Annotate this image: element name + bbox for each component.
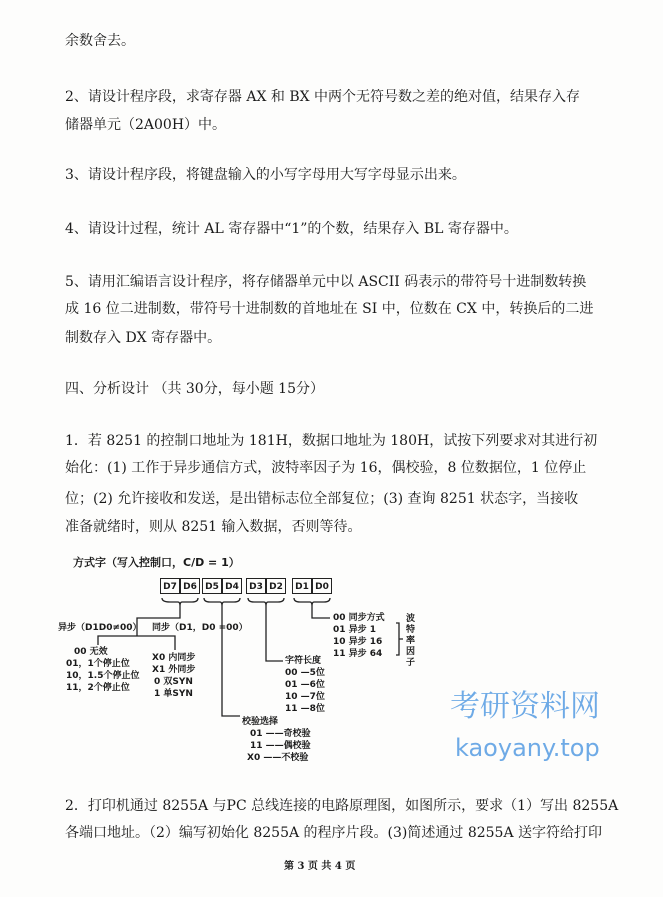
bit-box: D7 [160,578,180,594]
bit-box: D6 [180,578,200,594]
async-label: 异步（D1D0≠00） [58,623,142,633]
question-4: 4、请设计过程，统计 AL 寄存器中“1”的个数，结果存入 BL 寄存器中。 [65,221,518,237]
parity-option: 01 ——奇校验 [250,729,311,739]
question-2-line: 储器单元（2A00H）中。 [65,117,227,133]
question-4-1-line: 始化：(1) 工作于异步通信方式，波特率因子为 16，偶校验，8 位数据位，1 位停止 [65,460,587,476]
parity-option: X0 ——不校验 [247,753,309,763]
mode-option: 00 同步方式 [333,613,385,623]
question-3: 3、请设计程序段，将键盘输入的小写字母用大写字母显示出来。 [65,167,466,183]
question-4-1-line: 位；(2) 允许接收和发送，是出错标志位全部复位；(3) 查询 8251 状态字，当接收 [65,491,579,507]
stop-bits-option: 11，2个停止位 [66,683,130,693]
bit-box: D1 [292,578,312,594]
stop-bits-option: 01，1个停止位 [66,659,130,669]
stop-bits-option: 00 无效 [74,647,108,657]
sync-label: 同步（D1，D0 =00） [152,623,248,633]
mode-option: 01 异步 1 [333,625,377,635]
mode-option: 10 异步 16 [333,637,383,647]
question-5-line: 成 16 位二进制数，带符号十进制数的首地址在 SI 中，位数在 CX 中，转换后的二进 [65,301,594,317]
question-4-2-line: 各端口地址。（2）编写初始化 8255A 的程序片段。(3)简述通过 8255A 送字符给打印 [65,825,603,841]
text-line: 余数舍去。 [65,33,135,49]
sync-option: 0 双SYN [154,677,193,687]
sync-option: X1 外同步 [152,665,196,675]
question-5-line: 5、请用汇编语言设计程序，将存储器单元中以 ASCII 码表示的带符号十进制数转换 [65,274,587,290]
question-4-2-line: 2．打印机通过 8255A 与PC 总线连接的电路原理图，如图所示，要求（1）写出 8255A [65,798,619,814]
bit-box: D5 [202,578,222,594]
bit-box: D0 [312,578,332,594]
parity-title: 校验选择 [242,717,279,727]
char-length-option: 10 —7位 [285,692,325,702]
question-5-line: 制数存入 DX 寄存器中。 [65,330,222,346]
char-length-title: 字符长度 [285,656,322,666]
bit-box: D3 [246,578,266,594]
bit-box: D2 [266,578,286,594]
watermark-cn: 考研资料网 [450,689,600,724]
question-2-line: 2、请设计程序段，求寄存器 AX 和 BX 中两个无符号数之差的绝对值，结果存入存 [65,89,581,105]
baud-factor-label: 波特率因子 [406,614,416,668]
diagram-title: 方式字（写入控制口，C/D = 1） [73,556,240,569]
question-4-1-line: 准备就绪时，则从 8251 输入数据，否则等待。 [65,519,362,535]
page-footer: 第 3 页 共 4 页 [284,861,356,872]
bit-box: D4 [222,578,242,594]
char-length-option: 01 —6位 [285,680,325,690]
char-length-option: 00 —5位 [285,668,325,678]
char-length-option: 11 —8位 [285,704,325,714]
stop-bits-option: 10，1.5个停止位 [66,671,140,681]
question-4-1-line: 1．若 8251 的控制口地址为 181H，数据口地址为 180H，试按下列要求对其进行初 [65,433,598,449]
section-heading: 四、分析设计 （共 30分，每小题 15分） [65,381,324,397]
sync-option: 1 单SYN [154,689,193,699]
mode-option: 11 异步 64 [333,649,383,659]
watermark-url: kaoyany.top [455,734,600,762]
sync-option: X0 内同步 [152,653,196,663]
parity-option: 11 ——偶校验 [250,741,311,751]
